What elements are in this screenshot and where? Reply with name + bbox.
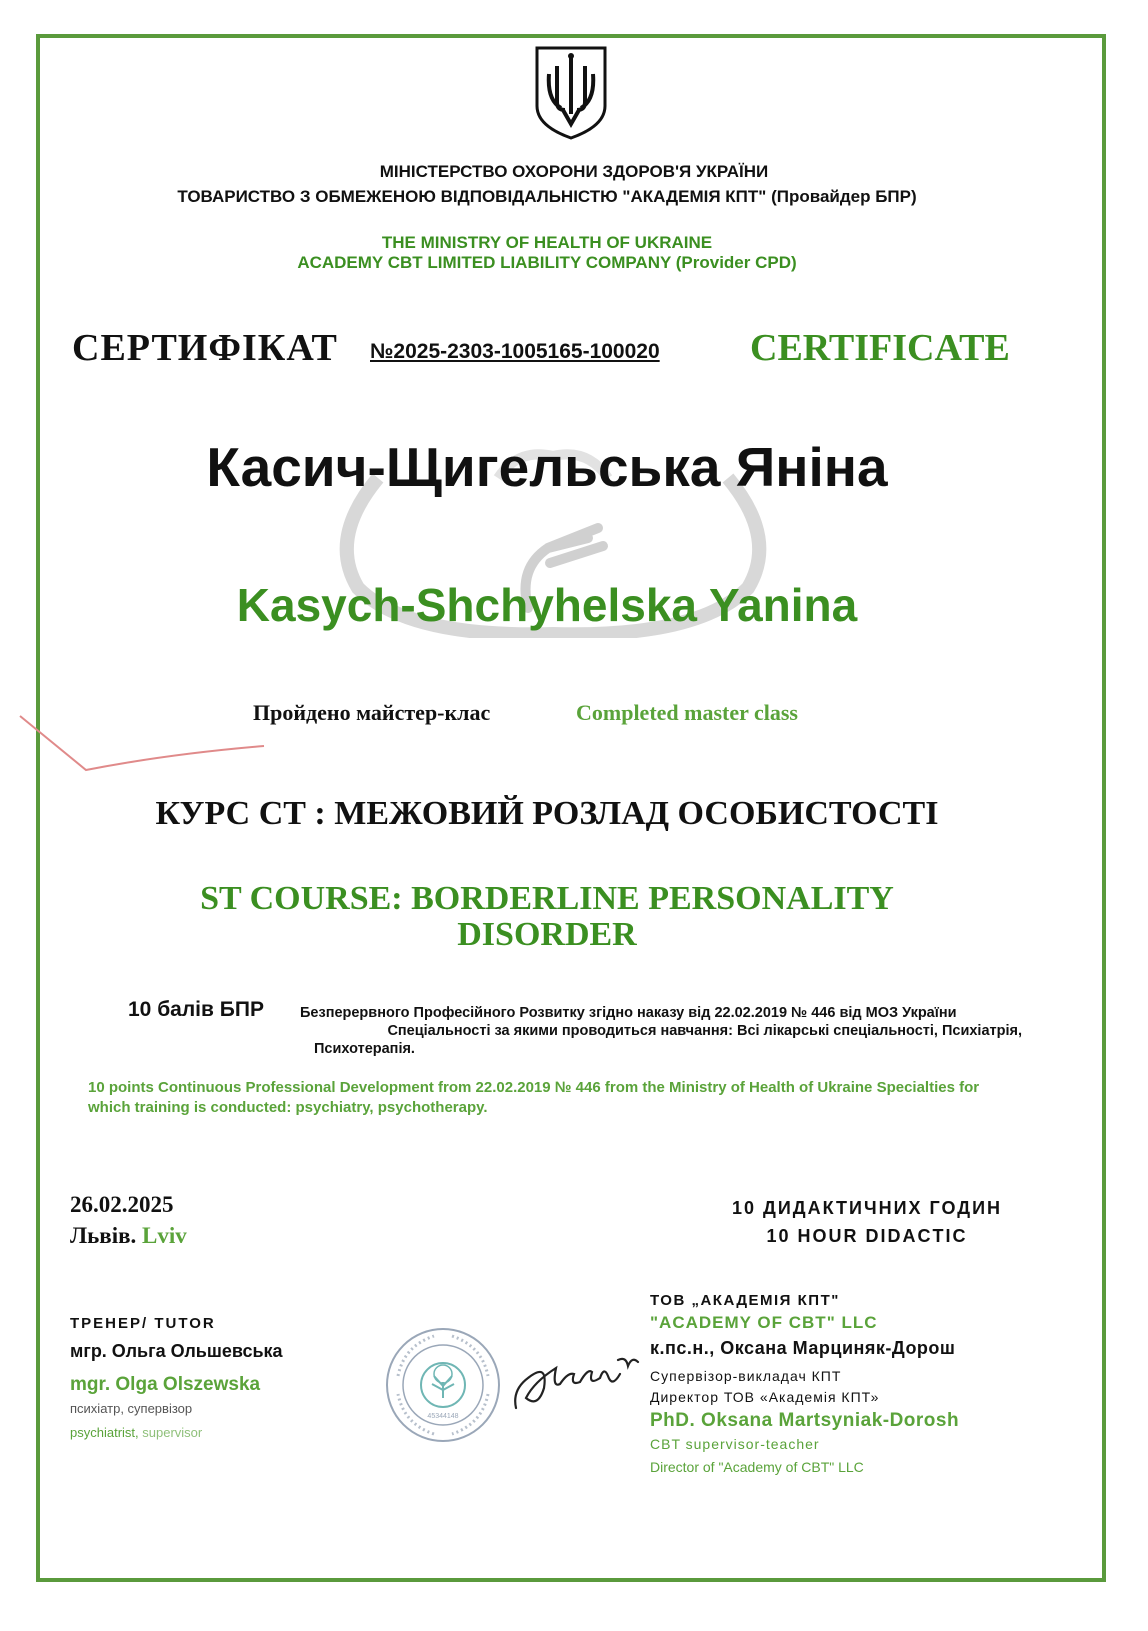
issue-city (70, 1223, 187, 1249)
tutor-name-ua: мгр. Ольга Ольшевська (70, 1341, 283, 1361)
ministry-ua: МІНІСТЕРСТВО ОХОРОНИ ЗДОРОВ'Я УКРАЇНИ (379, 162, 769, 181)
director-name-ua: к.пс.н., Оксана Марциняк-Дорош (650, 1338, 956, 1358)
tutor-role-en (70, 1425, 202, 1440)
tutor-role-en-a: psychiatrist, (70, 1425, 139, 1440)
tutor-role-en-b: supervisor (138, 1425, 203, 1440)
points-text-en-line1: 10 points Continuous Professional Development from 22.02.2019 № 446 from the Ministry of Health of Ukraine Specialties for (88, 1079, 980, 1096)
company-ua: ТОВАРИСТВО З ОБМЕЖЕНОЮ ВІДПОВІДАЛЬНІСТЮ "АКАДЕМІЯ КПТ" (Провайдер БПР) (177, 187, 917, 206)
issue-city-en: Lviv (142, 1223, 187, 1248)
director-org-en: "ACADEMY OF CBT" LLC (650, 1313, 878, 1332)
certificate-title-ua: СЕРТИФІКАТ (72, 327, 338, 369)
certificate-number: №2025-2303-1005165-100020 (370, 340, 660, 363)
course-title-en-line1: ST COURSE: BORDERLINE PERSONALITY (200, 880, 894, 917)
certificate-title-en: CERTIFICATE (750, 327, 1010, 369)
recipient-name-en: Kasych-Shchyhelska Yanina (236, 579, 858, 631)
points-label-ua: 10 балів БПР (128, 998, 264, 1021)
course-title-en (0, 881, 1094, 953)
director-role1-en: CBT supervisor-teacher (650, 1436, 820, 1452)
course-title-en-line2: DISORDER (457, 916, 637, 953)
hours-ua: 10 ДИДАКТИЧНИХ ГОДИН (731, 1198, 1003, 1218)
stamp-id: 45344148 (427, 1413, 459, 1420)
points-text-ua (300, 1004, 1022, 1058)
trident-coat-of-arms-icon (533, 44, 609, 142)
director-role1-ua: Супервізор-викладач КПТ (650, 1368, 842, 1384)
issue-date: 26.02.2025 (70, 1192, 174, 1217)
recipient-name-ua: Касич-Щигельська Яніна (206, 436, 888, 498)
points-text-en (88, 1078, 1048, 1118)
completed-label-en: Completed master class (576, 700, 798, 725)
tutor-role-ua: психіатр, супервізор (70, 1401, 193, 1416)
director-name-en: PhD. Oksana Martsyniak-Dorosh (650, 1410, 960, 1431)
tutor-label: ТРЕНЕР/ TUTOR (70, 1315, 216, 1332)
points-text-ua-line1: Безперервного Професійного Розвитку згідно наказу від 22.02.2019 № 446 від МОЗ України (300, 1005, 957, 1021)
director-role2-ua: Директор ТОВ «Академія КПТ» (650, 1389, 880, 1405)
issue-city-ua: Львів. (70, 1223, 137, 1248)
company-seal-stamp (384, 1326, 502, 1444)
tutor-name-en: mgr. Olga Olszewska (70, 1374, 261, 1395)
points-text-ua-line2: Спеціальності за якими проводиться навчання: Всі лікарські спеціальності, Психіатрія, (387, 1023, 1022, 1039)
points-text-en-line2: which training is conducted: psychiatry, psychotherapy. (88, 1099, 488, 1116)
pen-scribble (18, 712, 268, 774)
director-org-ua: ТОВ „АКАДЕМІЯ КПТ" (650, 1292, 840, 1309)
company-en: ACADEMY CBT LIMITED LIABILITY COMPANY (Provider CPD) (297, 253, 797, 272)
director-role2-en: Director of "Academy of CBT" LLC (650, 1459, 864, 1475)
director-signature (508, 1338, 648, 1414)
points-text-ua-line3: Психотерапія. (314, 1041, 415, 1057)
completed-label-ua: Пройдено майстер-клас (253, 700, 491, 725)
hours-en: 10 HOUR DIDACTIC (766, 1226, 968, 1246)
ministry-en: THE MINISTRY OF HEALTH OF UKRAINE (381, 233, 713, 252)
course-title-ua: КУРС СТ : МЕЖОВИЙ РОЗЛАД ОСОБИСТОСТІ (155, 795, 939, 832)
